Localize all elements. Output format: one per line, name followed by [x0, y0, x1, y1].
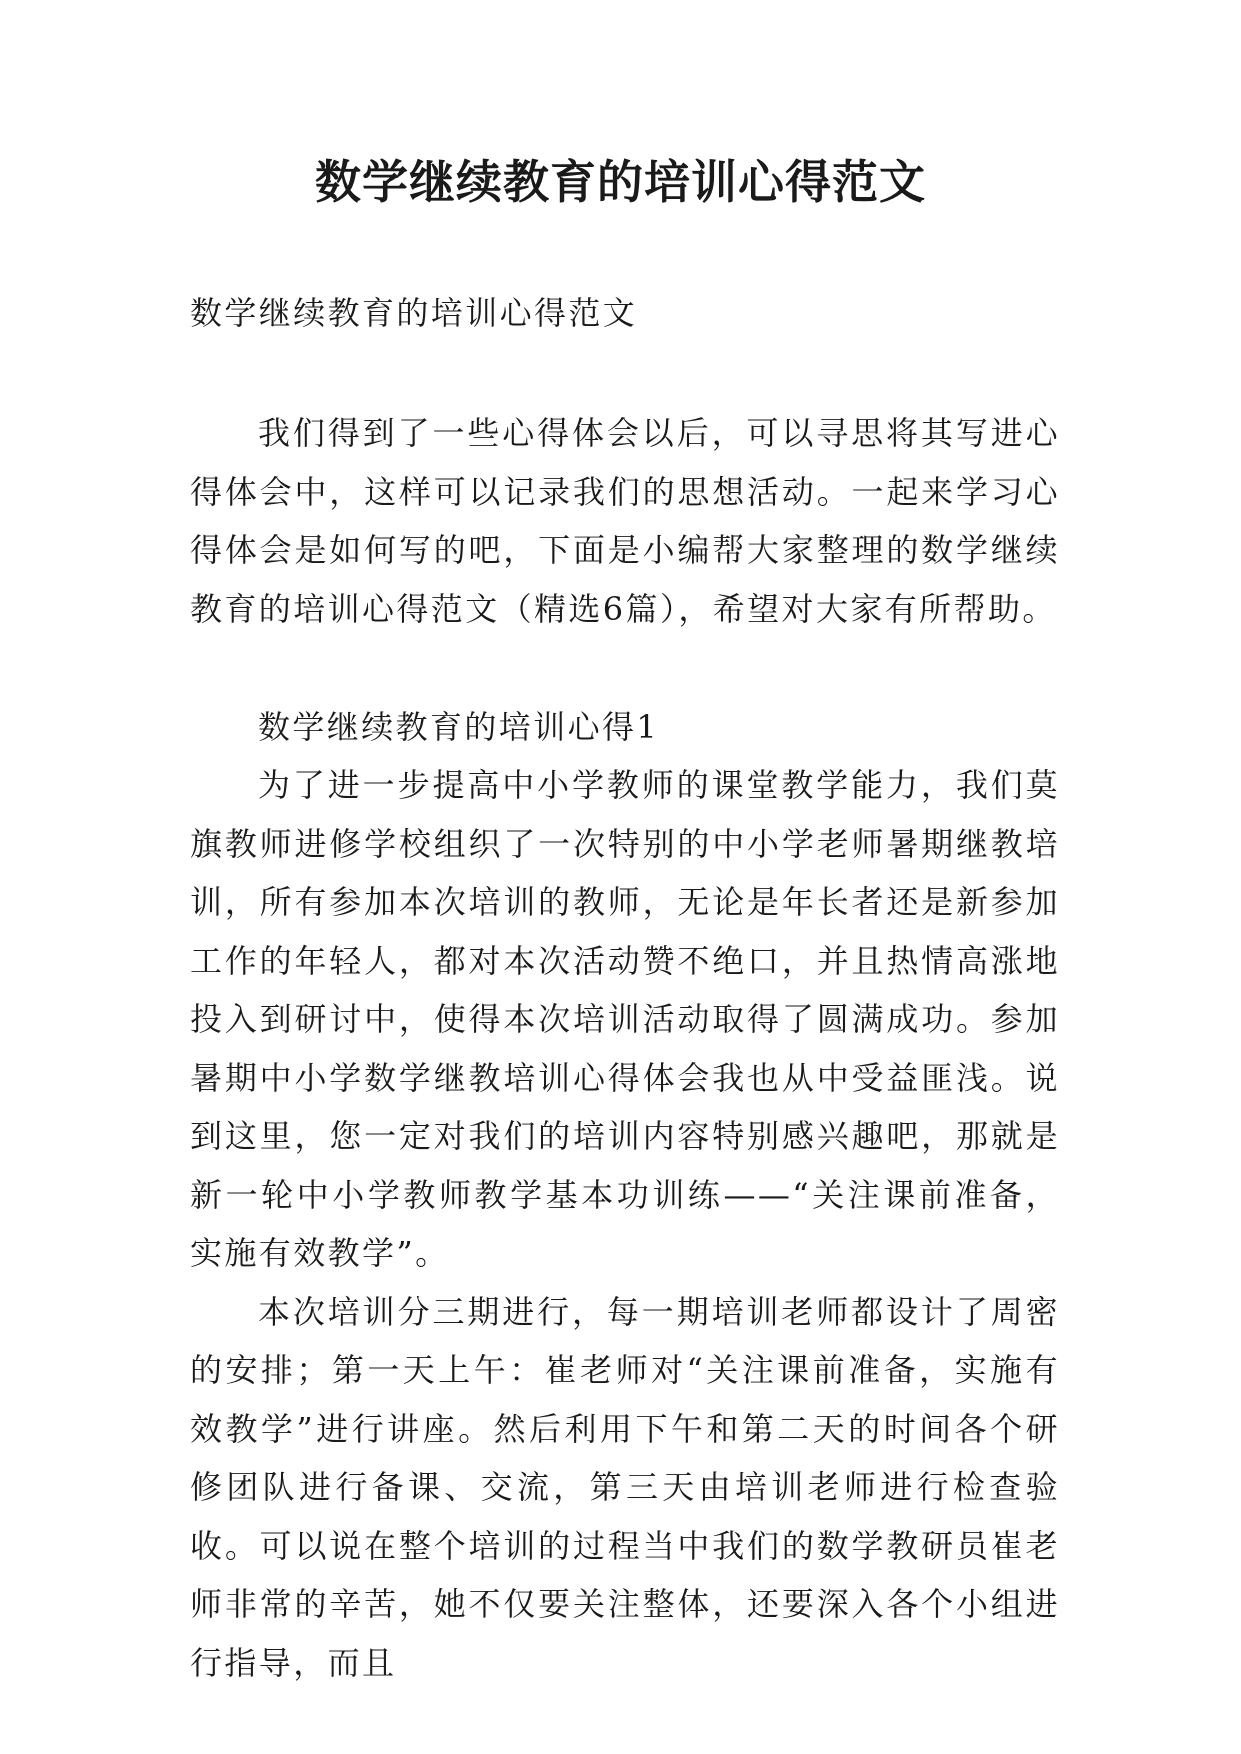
body-paragraph: 本次培训分三期进行，每一期培训老师都设计了周密的安排；第一天上午：崔老师对“关注课前准备，实施有效教学”进行讲座。然后利用下午和第二天的时间各个研修团队进行备课、交流，第三天由培训老师进行检查验收。可以说在整个培训的过程当中我们的数学教研员崔老师非常的辛苦，她不仅要关注整体，还要深入各个小组进行指导，而且 [190, 1292, 1060, 1682]
section-heading-block [190, 698, 1060, 757]
intro-section [190, 404, 1060, 638]
intro-paragraph: 我们得到了一些心得体会以后，可以寻思将其写进心得体会中，这样可以记录我们的思想活动。一起来学习心得体会是如何写的吧，下面是小编帮大家整理的数学继续教育的培训心得范文（精选6篇），希望对大家有所帮助。 [190, 414, 1060, 628]
body-section [190, 756, 1060, 1692]
document-title: 数学继续教育的培训心得范文 [315, 155, 926, 209]
document-subtitle: 数学继续教育的培训心得范文 [190, 294, 638, 332]
section-heading: 数学继续教育的培训心得1 [258, 708, 660, 746]
body-paragraph: 为了进一步提高中小学教师的课堂教学能力，我们莫旗教师进修学校组织了一次特别的中小学老师暑期继教培训，所有参加本次培训的教师，无论是年长者还是新参加工作的年轻人，都对本次活动赞不绝口，并且热情高涨地投入到研讨中，使得本次培训活动取得了圆满成功。参加暑期中小学数学继教培训心得体会我也从中受益匪浅。说到这里，您一定对我们的培训内容特别感兴趣吧，那就是新一轮中小学教师教学基本功训练——“关注课前准备，实施有效教学”。 [190, 766, 1060, 1272]
